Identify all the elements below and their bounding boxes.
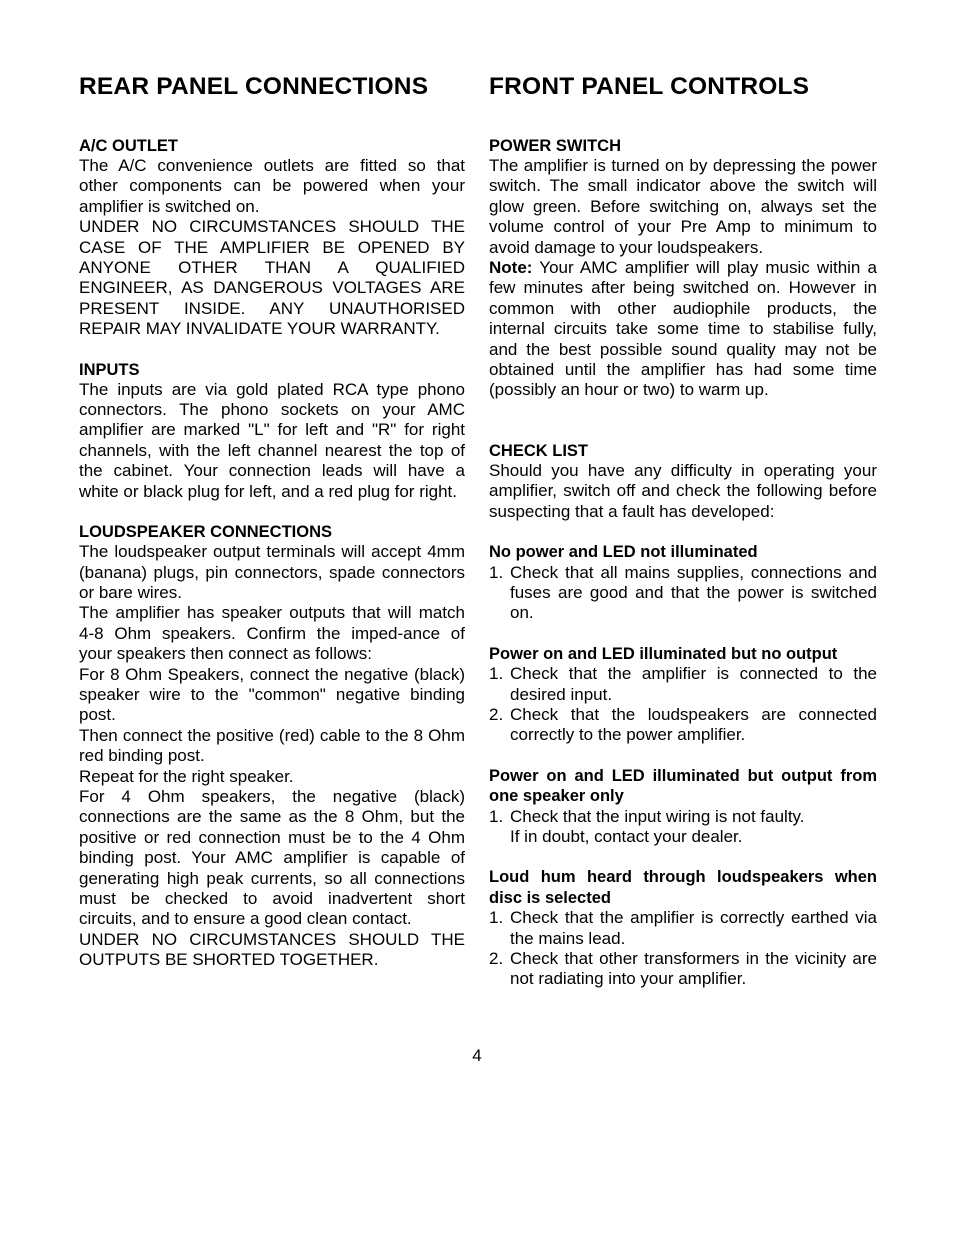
rear-panel-heading: REAR PANEL CONNECTIONS — [79, 73, 429, 100]
check-steps — [489, 908, 877, 990]
check-step — [489, 563, 877, 624]
step-text: Check that the loudspeakers are connected correctly to the power amplifier. — [510, 704, 877, 745]
step-number: 1. — [489, 806, 504, 826]
check-step — [489, 705, 877, 746]
loudspeaker-text-4: Then connect the positive (red) cable to the 8 Ohm red binding post. — [79, 725, 465, 766]
power-switch-section — [489, 136, 877, 401]
check-item-title: Power on and LED illuminated but output from one speaker only — [489, 766, 877, 806]
check-step — [489, 908, 877, 949]
front-panel-column — [489, 70, 877, 1010]
loudspeaker-warning: UNDER NO CIRCUMSTANCES SHOULD THE OUTPUTS BE SHORTED TOGETHER. — [79, 929, 465, 970]
power-switch-note — [489, 258, 877, 401]
ac-outlet-text: The A/C convenience outlets are fitted so that other components can be powered when your amplifier is switched on. — [79, 156, 465, 216]
inputs-title: INPUTS — [79, 360, 140, 379]
step-number: 2. — [489, 704, 504, 724]
ac-outlet-section — [79, 136, 465, 340]
step-text: Check that the input wiring is not faulty. — [510, 806, 805, 826]
step-text: Check that other transformers in the vicinity are not radiating into your amplifier. — [510, 949, 877, 989]
step-extra-text: If in doubt, contact your dealer. — [510, 826, 743, 846]
check-item — [489, 542, 877, 624]
check-item — [489, 867, 877, 989]
step-number: 2. — [489, 949, 504, 968]
loudspeaker-title: LOUDSPEAKER CONNECTIONS — [79, 523, 333, 542]
rear-panel-column — [79, 70, 465, 991]
loudspeaker-text-3: For 8 Ohm Speakers, connect the negative (black) speaker wire to the "common" negative binding post. — [79, 664, 465, 725]
loudspeaker-text-6: For 4 Ohm speakers, the negative (black) connections are the same as the 8 Ohm, but the positive or red connection must be to the 4 Ohm binding post. Your AMC amplifier is capable of generating high peak currents, so all connections must be checked to avoid inadvertent short circuits, and to ensure a good clean contact. — [79, 786, 465, 929]
note-text: Your AMC amplifier will play music within a few minutes after being switched on. However in common with other audiophile products, the internal circuits take some time to stabilise fully, and the best possible sound quality may not be obtained until the amplifier has had some time (possibly an hour or two) to warm up. — [489, 258, 877, 400]
check-list-section — [489, 441, 877, 522]
step-number: 1. — [489, 908, 504, 928]
check-steps — [489, 563, 877, 624]
step-text: Check that all mains supplies, connections and fuses are good and that the power is switched on. — [510, 562, 877, 623]
front-panel-heading: FRONT PANEL CONTROLS — [489, 73, 810, 100]
loudspeaker-text-1: The loudspeaker output terminals will accept 4mm (banana) plugs, pin connectors, spade connectors or bare wires. — [79, 542, 465, 602]
check-list-intro: Should you have any difficulty in operating your amplifier, switch off and check the following before suspecting that a fault has developed: — [489, 460, 877, 521]
power-switch-title: POWER SWITCH — [489, 137, 621, 155]
inputs-section — [79, 360, 465, 502]
ac-outlet-warning: UNDER NO CIRCUMSTANCES SHOULD THE CASE OF THE AMPLIFIER BE OPENED BY ANYONE OTHER THAN A QUALIFIED ENGINEER, AS DANGEROUS VOLTAGES ARE PRESENT INSIDE. ANY UNAUTHORISED REPAIR MAY INVALIDATE YOUR WARRANTY. — [79, 217, 465, 339]
check-item — [489, 766, 877, 848]
check-steps — [489, 664, 877, 746]
step-number: 1. — [489, 664, 504, 684]
loudspeaker-text-2: The amplifier has speaker outputs that will match 4-8 Ohm speakers. Confirm the imped-ance of your speakers then connect as follows: — [79, 603, 465, 664]
loudspeaker-section — [79, 522, 465, 971]
check-step — [489, 664, 877, 705]
step-text: Check that the amplifier is connected to the desired input. — [510, 664, 877, 704]
step-text: Check that the amplifier is correctly earthed via the mains lead. — [510, 908, 877, 948]
check-list-title: CHECK LIST — [489, 441, 588, 460]
check-step — [489, 949, 877, 990]
check-item — [489, 644, 877, 746]
note-label: Note: — [489, 258, 533, 278]
check-steps — [489, 807, 877, 848]
step-number: 1. — [489, 562, 504, 582]
power-switch-text: The amplifier is turned on by depressing the power switch. The small indicator above the switch will glow green. Before switching on, always set the volume control of your Pre Amp to minimum to avoid damage to your loudspeakers. — [489, 156, 877, 257]
check-item-title: Power on and LED illuminated but no output — [489, 644, 838, 663]
check-step — [489, 807, 877, 848]
inputs-text: The inputs are via gold plated RCA type phono connectors. The phono sockets on your AMC amplifier are marked "L" for left and "R" for right channels, with the left channel nearest the top of the cabinet. Your connection leads will have a white or black plug for left, and a red plug for right. — [79, 379, 465, 501]
page-number: 4 — [472, 1046, 482, 1065]
ac-outlet-title: A/C OUTLET — [79, 137, 178, 155]
loudspeaker-text-5: Repeat for the right speaker. — [79, 766, 294, 786]
check-item-title: Loud hum heard through loudspeakers when disc is selected — [489, 868, 877, 907]
check-item-title: No power and LED not illuminated — [489, 543, 758, 562]
